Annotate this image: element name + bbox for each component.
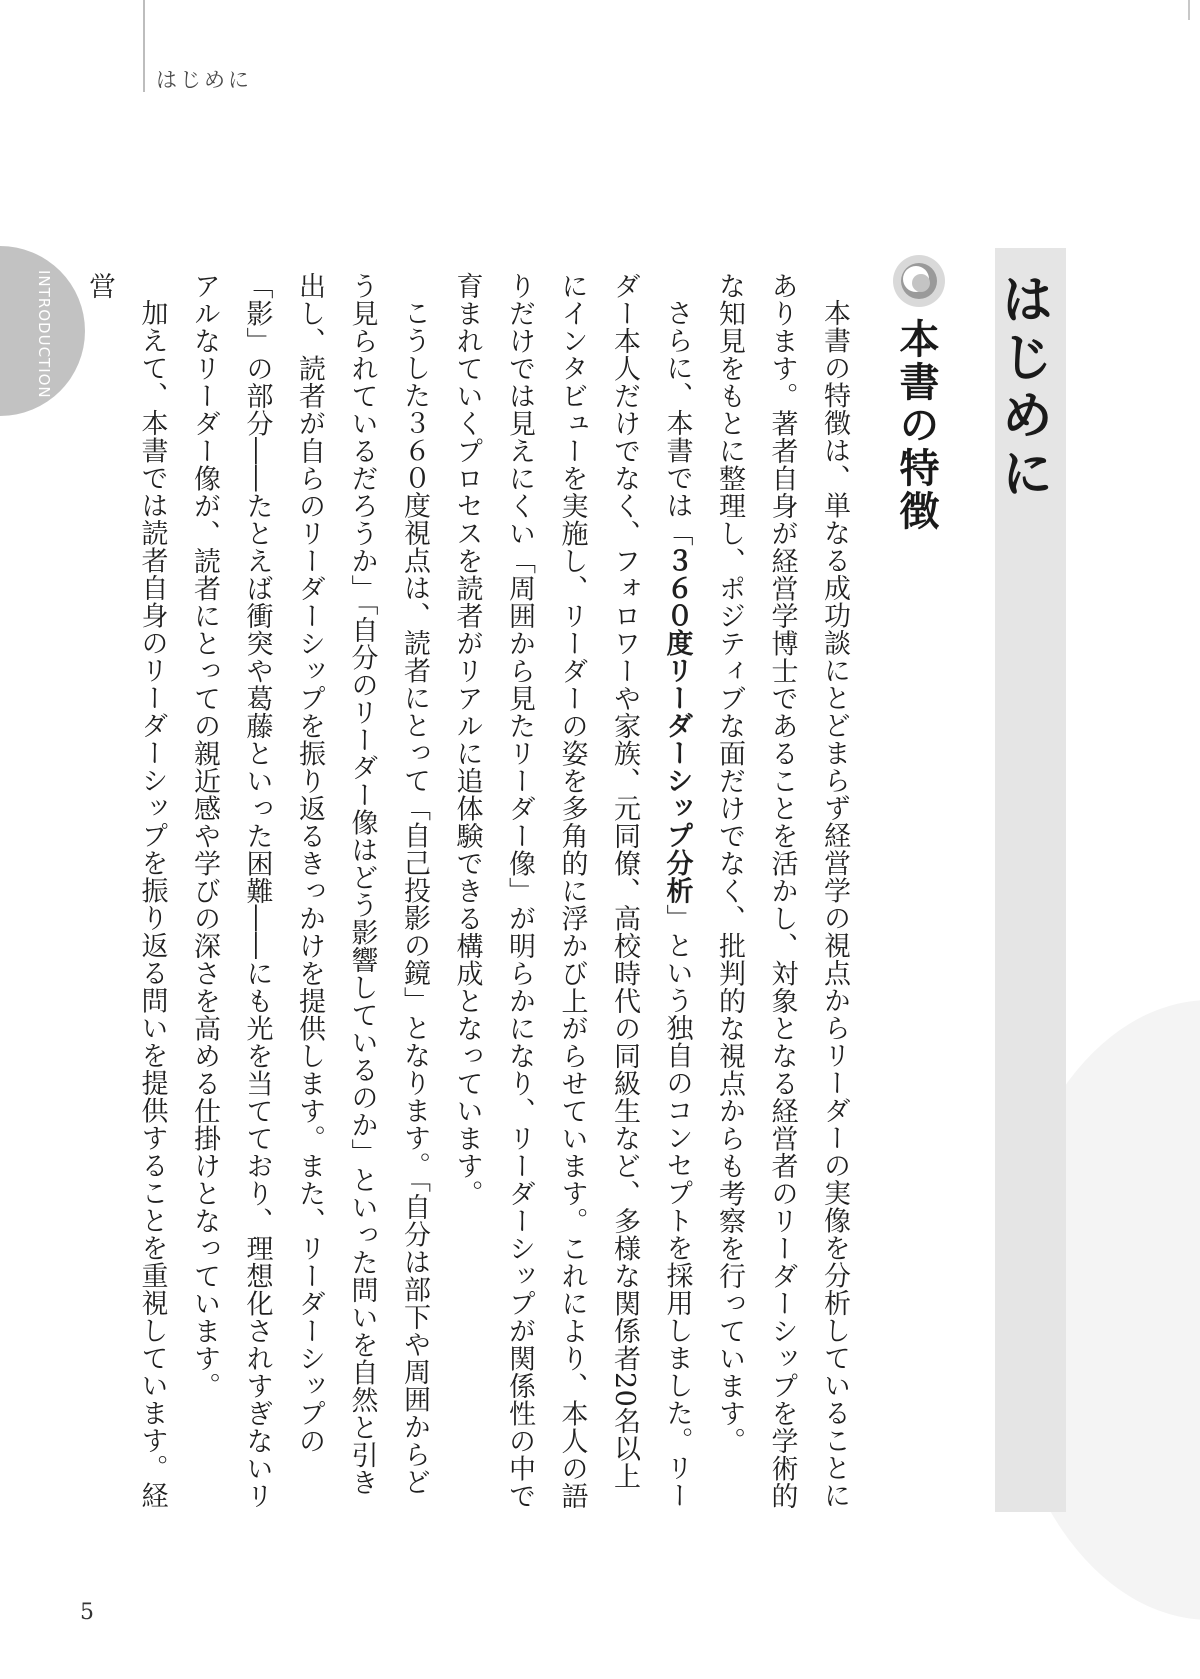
- paragraph-3: [178, 272, 441, 1512]
- paragraph-2-text-before: さらに、本書では「: [661, 299, 693, 547]
- paragraph-1: [703, 272, 861, 1512]
- running-head: はじめに: [156, 68, 252, 92]
- header-rule: [143, 0, 145, 92]
- section-heading: 本書の特徴: [893, 318, 939, 533]
- page-title: はじめに: [992, 272, 1052, 504]
- paragraph-4-text: 加えて、本書では読者自身のリーダーシップを振り返る問いを提供することを重視しています。経営: [84, 272, 168, 1509]
- paragraph-4: [73, 272, 178, 1512]
- body-text: [84, 272, 860, 1512]
- page-number: 5: [80, 1600, 94, 1625]
- paragraph-2: [440, 272, 703, 1512]
- corner-rule: [1188, 0, 1190, 20]
- ring-circle-icon: [890, 252, 948, 310]
- paragraph-2-text-after: 」という独自のコンセプトを採用しました。リーダー本人だけでなく、フォロワーや家族、元同僚、高校時代の同級生など、多様な関係者20名以上にインタビューを実施し、リーダーの姿を多角的に浮かび上がらせています。これにより、本人の語りだけでは見えにくい「周囲から見たリーダー像」が明らかになり、リーダーシップが関係性の中で育まれていくプロセスを読者がリアルに追体験できる構成となっています。: [451, 272, 693, 1510]
- side-tab-label: INTRODUCTION: [35, 270, 53, 399]
- paragraph-1-text: 本書の特徴は、単なる成功談にとどまらず経営学の視点からリーダーの実像を分析していることにあります。著者自身が経営学博士であることを活かし、対象となる経営者のリーダーシップを学術的な知見をもとに整理し、ポジティブな面だけでなく、批判的な視点からも考察を行っています。: [714, 272, 850, 1510]
- concept-term: ３６０度リーダーシップ分析: [661, 546, 693, 904]
- paragraph-3-text: こうした３６０度視点は、読者にとって「自己投影の鏡」となります。「自分は部下や周囲からどう見られているだろうか」「自分のリーダー像はどう影響しているのか」といった問いを自然と引き出し、読者が自らのリーダーシップを振り返るきっかけを提供します。また、リーダーシップの「影」の部分――たとえば衝突や葛藤といった困難――にも光を当てており、理想化されすぎないリアルなリーダー像が、読者にとっての親近感や学びの深さを高める仕掛けとなっています。: [189, 272, 430, 1510]
